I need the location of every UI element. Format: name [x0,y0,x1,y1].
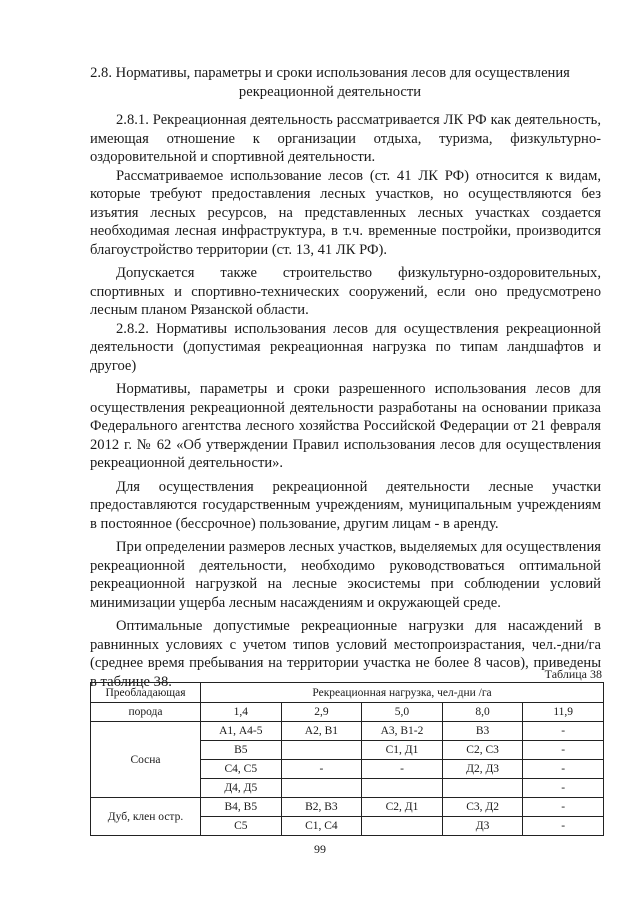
paragraph-construction: Допускается также строительство физкультурно-оздоровительных, спортивных и спортивно-технических сооружений, если оно предусмотрено лесным планом Рязанской области. [90,265,601,318]
paragraph-2-8-2: 2.8.2. Нормативы использования лесов для осуществления рекреационной деятельности (допустимая рекреационная нагрузка по типам ландшафтов и другое) [90,320,601,374]
table-cell: Д3 [442,817,523,836]
table-row [91,798,604,817]
table-caption: Таблица 38 [544,667,602,681]
paragraph-norms-basis: Нормативы, параметры и сроки разрешенного использования лесов для осуществления рекреационной деятельности разработаны на основании приказа Федерального агентства лесного хозяйства Российской Федерации от 21 февраля 2012 г. № 62 «Об утверждении Правил использования лесов для осуществления рекреационной деятельности». [90,381,601,471]
section-heading: 2.8. Нормативы, параметры и сроки использования лесов для осуществления рекреационной деятельности [90,65,570,100]
table-cell [281,741,362,760]
table-cell: С1, С4 [281,817,362,836]
table-cell: В2, В3 [281,798,362,817]
table-cell: - [523,779,604,798]
table-cell: А1, А4-5 [201,722,282,741]
table-cell: - [523,798,604,817]
table-cell: В4, В5 [201,798,282,817]
table-cell: В3 [442,722,523,741]
species-cell: Дуб, клен остр. [91,798,201,836]
species-header-line2: порода [91,703,201,722]
table-row [91,722,604,741]
table-cell: - [523,760,604,779]
table-cell: А2, В1 [281,722,362,741]
table-cell: С1, Д1 [362,741,443,760]
table-cell [281,779,362,798]
paragraph-plot-size: При определении размеров лесных участков, выделяемых для осуществления рекреационной деятельности, необходимо руководствоваться оптимальной рекреационной нагрузкой на лесные экосистемы при соблюдении условий минимизации ущерба лесным насаждениям и окружающей среде. [90,539,601,611]
table-cell: - [523,741,604,760]
species-header-line1: Преобладающая [91,683,201,703]
table-cell: С4, С5 [201,760,282,779]
table-cell: С2, С3 [442,741,523,760]
load-value: 11,9 [523,703,604,722]
table-cell: В5 [201,741,282,760]
paragraph-usage-types: Рассматриваемое использование лесов (ст. 41 ЛК РФ) относится к видам, которые требуют предоставления лесных участков, но осуществляются без изъятия лесных ресурсов, на представленных лесных участках создается необходимая лесная инфраструктура, в т.ч. временные постройки, производится благоустройство территории (ст. 13, 41 ЛК РФ). [90,167,601,258]
table-cell: С2, Д1 [362,798,443,817]
table-cell: - [523,722,604,741]
paragraph-2-8-1: 2.8.1. Рекреационная деятельность рассматривается ЛК РФ как деятельность, имеющая отношение к организации отдыха, туризма, физкультурно-оздоровительной и спортивной деятельности. [90,112,601,165]
paragraph-provision: Для осуществления рекреационной деятельности лесные участки предоставляются государственным учреждениям, муниципальным учреждениям в постоянное (бессрочное) пользование, другим лицам - в аренду. [90,478,601,532]
table-cell: С5 [201,817,282,836]
table-cell: Д4, Д5 [201,779,282,798]
load-value: 2,9 [281,703,362,722]
body-text [90,111,601,691]
table-cell: - [362,760,443,779]
table-cell [362,779,443,798]
table-cell [362,817,443,836]
table-subheader-row [91,703,604,722]
load-value: 5,0 [362,703,443,722]
table-cell: - [523,817,604,836]
load-value: 1,4 [201,703,282,722]
paragraph-optimal-load: Оптимальные допустимые рекреационные нагрузки для насаждений в равнинных условиях с учетом типов условий местопроизрастания, чел.-дни/га (среднее время пребывания на территории участка не более 8 часов), приведены в таблице 38. [90,618,601,690]
table-cell: А3, В1-2 [362,722,443,741]
table-cell: С3, Д2 [442,798,523,817]
load-header: Рекреационная нагрузка, чел-дни /га [201,683,604,703]
table-cell [442,779,523,798]
load-value: 8,0 [442,703,523,722]
species-cell: Сосна [91,722,201,798]
table-cell: Д2, Д3 [442,760,523,779]
table-cell: - [281,760,362,779]
table-header-row [91,683,604,703]
page-number: 99 [314,842,326,856]
recreation-load-table [90,682,604,836]
